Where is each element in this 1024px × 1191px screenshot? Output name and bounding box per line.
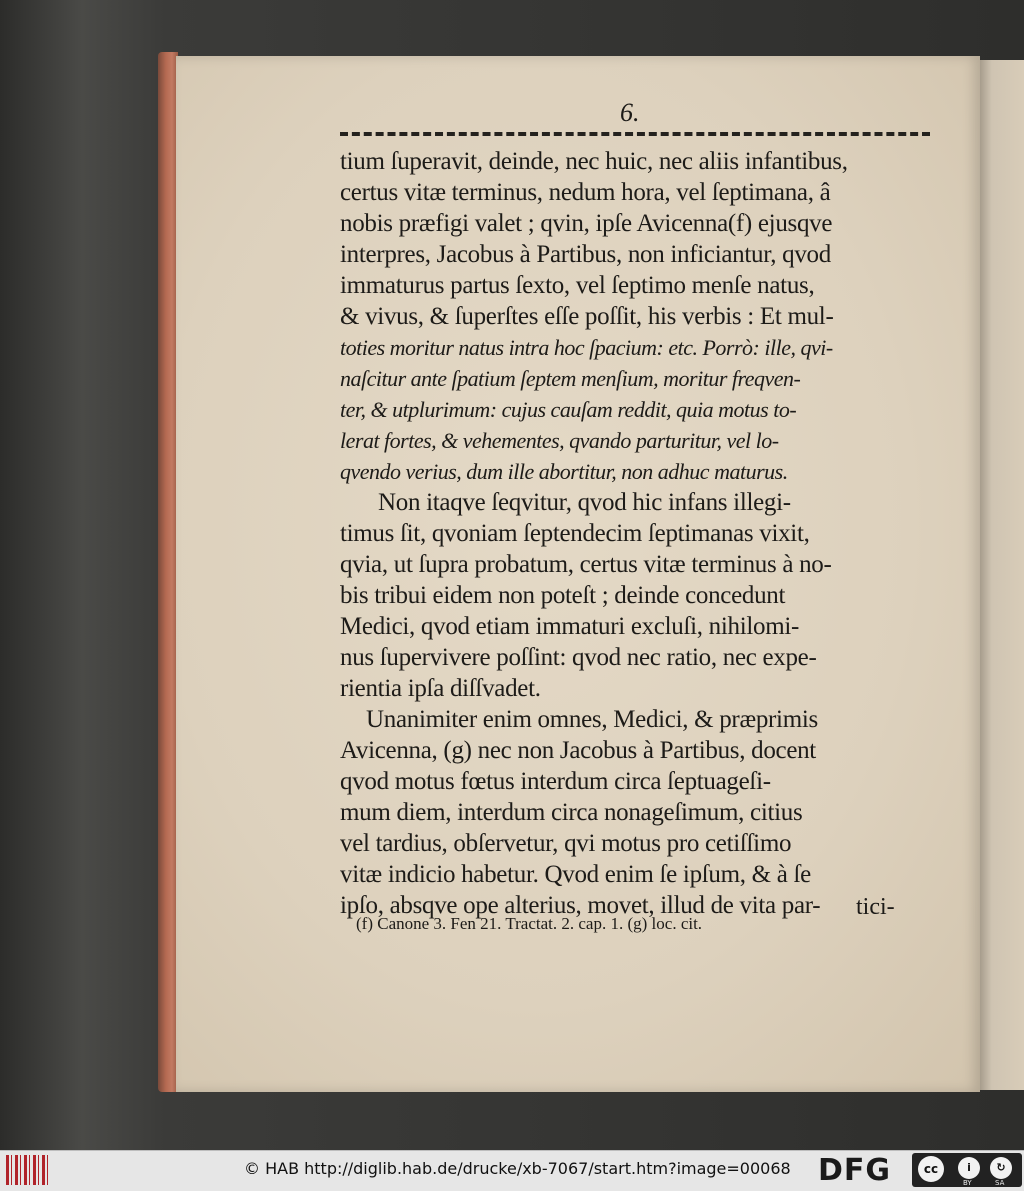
text-line: lerat fortes, & vehementes, qvando parturitur, vel lo- bbox=[340, 428, 779, 453]
text-line: interpres, Jacobus à Partibus, non inficiantur, qvod bbox=[340, 241, 831, 268]
text-line: vitæ indicio habetur. Qvod enim ſe ipſum, & à ſe bbox=[340, 861, 811, 888]
text-line: tium ſuperavit, deinde, nec huic, nec aliis infantibus, bbox=[340, 148, 848, 175]
text-line: immaturus partus ſexto, vel ſeptimo menſe natus, bbox=[340, 272, 815, 299]
text-line: naſcitur ante ſpatium ſeptem menſium, moritur freqven- bbox=[340, 366, 801, 391]
text-line: nobis præfigi valet ; qvin, ipſe Avicenna(f) ejusqve bbox=[340, 210, 833, 237]
sa-label: SA bbox=[995, 1179, 1005, 1187]
text-line: qvia, ut ſupra probatum, certus vitæ terminus à no- bbox=[340, 551, 832, 578]
text-line: Avicenna, (g) nec non Jacobus à Partibus, docent bbox=[340, 737, 816, 764]
text-line: certus vitæ terminus, nedum hora, vel ſeptimana, â bbox=[340, 179, 831, 206]
by-label: BY bbox=[963, 1179, 972, 1187]
text-line: qvendo verius, dum ille abortitur, non adhuc maturus. bbox=[340, 459, 788, 484]
text-line: vel tardius, obſervetur, qvi motus pro cetiſſimo bbox=[340, 830, 792, 857]
text-line: qvod motus fœtus interdum circa ſeptuageſi- bbox=[340, 768, 771, 795]
text-line: mum diem, interdum circa nonageſimum, citius bbox=[340, 799, 803, 826]
next-page-edge bbox=[978, 60, 1024, 1090]
text-line: ter, & utplurimum: cujus cauſam reddit, quia motus to- bbox=[340, 397, 797, 422]
text-line: ipſo, absqve ope alterius, movet, illud de vita par- bbox=[340, 892, 821, 919]
text-line: nus ſupervivere poſſint: qvod nec ratio, nec expe- bbox=[340, 644, 817, 671]
paragraph-start-line: Unanimiter enim omnes, Medici, & præprimis bbox=[366, 706, 818, 733]
text-line: timus ſit, qvoniam ſeptendecim ſeptimanas vixit, bbox=[340, 520, 810, 547]
cc-license-badge[interactable] bbox=[912, 1153, 1022, 1187]
share-alike-icon: ↻ bbox=[990, 1157, 1012, 1179]
text-line: bis tribui eidem non poteſt ; deinde concedunt bbox=[340, 582, 786, 609]
text-line: & vivus, & ſuperſtes eſſe poſſit, his verbis : Et mul- bbox=[340, 303, 834, 330]
text-line: toties moritur natus intra hoc ſpacium: etc. Porrò: ille, qvi- bbox=[340, 335, 833, 360]
dfg-logo[interactable]: DFG bbox=[818, 1153, 892, 1188]
text-line: Medici, qvod etiam immaturi excluſi, nihilomi- bbox=[340, 613, 800, 640]
catchword: tici- bbox=[856, 894, 895, 920]
attribution-icon: i bbox=[958, 1157, 980, 1179]
paragraph-start-line: Non itaqve ſeqvitur, qvod hic infans illegi- bbox=[378, 489, 791, 516]
footnote: (f) Canone 3. Fen 21. Tractat. 2. cap. 1. (g) loc. cit. bbox=[356, 914, 703, 933]
source-credit-link[interactable]: © HAB http://diglib.hab.de/drucke/xb-7067/start.htm?image=00068 bbox=[244, 1159, 791, 1178]
cc-icon: cc bbox=[918, 1156, 944, 1182]
page-text bbox=[340, 146, 940, 921]
header-rule bbox=[340, 132, 930, 136]
book-cover-edge bbox=[158, 52, 178, 1092]
library-barcode-icon bbox=[6, 1155, 48, 1185]
text-line: rientia ipſa diſſvadet. bbox=[340, 675, 541, 702]
page-number: 6. bbox=[620, 98, 640, 127]
